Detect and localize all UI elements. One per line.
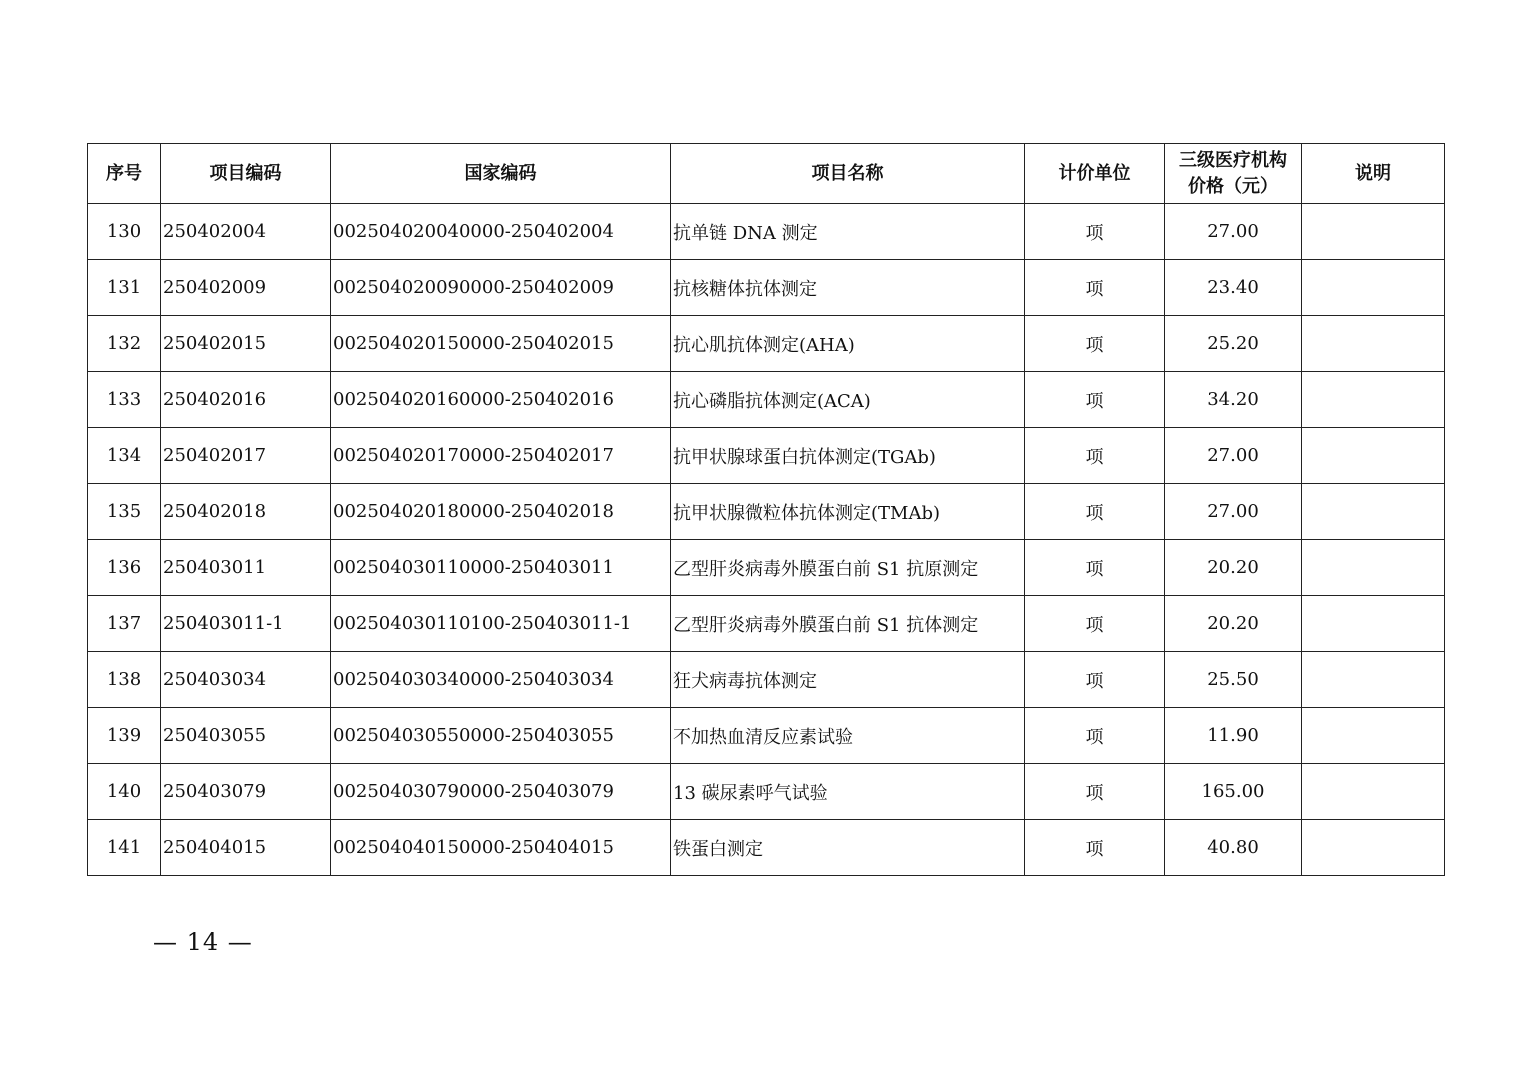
cell-price: 20.20 [1165,596,1302,652]
cell-item-name: 抗单链 DNA 测定 [671,204,1025,260]
cell-seq: 137 [88,596,161,652]
cell-seq: 130 [88,204,161,260]
header-item-name: 项目名称 [671,144,1025,204]
table-row [88,260,1445,316]
cell-unit: 项 [1025,484,1165,540]
cell-national-code: 002504030110000-250403011 [331,540,671,596]
cell-price: 27.00 [1165,204,1302,260]
cell-item-code: 250404015 [161,820,331,876]
cell-unit: 项 [1025,764,1165,820]
cell-note [1302,260,1445,316]
cell-unit: 项 [1025,372,1165,428]
page-number: — 14 — [153,928,253,956]
cell-item-code: 250403079 [161,764,331,820]
cell-price: 23.40 [1165,260,1302,316]
cell-seq: 141 [88,820,161,876]
cell-seq: 131 [88,260,161,316]
cell-item-code: 250403055 [161,708,331,764]
cell-price: 165.00 [1165,764,1302,820]
cell-national-code: 002504040150000-250404015 [331,820,671,876]
cell-item-code: 250403011-1 [161,596,331,652]
cell-price: 34.20 [1165,372,1302,428]
cell-seq: 138 [88,652,161,708]
cell-item-name: 乙型肝炎病毒外膜蛋白前 S1 抗原测定 [671,540,1025,596]
header-price [1165,144,1302,204]
cell-item-name: 抗心磷脂抗体测定(ACA) [671,372,1025,428]
cell-unit: 项 [1025,596,1165,652]
cell-note [1302,596,1445,652]
table-row [88,204,1445,260]
cell-item-code: 250402004 [161,204,331,260]
cell-item-name: 抗甲状腺球蛋白抗体测定(TGAb) [671,428,1025,484]
cell-item-name: 不加热血清反应素试验 [671,708,1025,764]
cell-price: 25.50 [1165,652,1302,708]
cell-seq: 132 [88,316,161,372]
cell-item-name: 铁蛋白测定 [671,820,1025,876]
cell-item-name: 乙型肝炎病毒外膜蛋白前 S1 抗体测定 [671,596,1025,652]
table-row [88,372,1445,428]
cell-price: 25.20 [1165,316,1302,372]
header-unit: 计价单位 [1025,144,1165,204]
cell-note [1302,316,1445,372]
cell-national-code: 002504020170000-250402017 [331,428,671,484]
cell-national-code: 002504020040000-250402004 [331,204,671,260]
table-row [88,708,1445,764]
table-row [88,820,1445,876]
cell-seq: 134 [88,428,161,484]
table-row [88,428,1445,484]
cell-price: 20.20 [1165,540,1302,596]
cell-note [1302,204,1445,260]
header-note: 说明 [1302,144,1445,204]
header-seq: 序号 [88,144,161,204]
table-row [88,596,1445,652]
cell-price: 27.00 [1165,484,1302,540]
header-price-line1: 三级医疗机构 [1179,149,1287,171]
table-row [88,652,1445,708]
cell-national-code: 002504020150000-250402015 [331,316,671,372]
price-table [87,143,1445,876]
cell-price: 11.90 [1165,708,1302,764]
cell-unit: 项 [1025,540,1165,596]
cell-unit: 项 [1025,708,1165,764]
cell-note [1302,540,1445,596]
header-item-code: 项目编码 [161,144,331,204]
table-body [88,204,1445,876]
cell-item-code: 250402018 [161,484,331,540]
table-row [88,764,1445,820]
cell-note [1302,428,1445,484]
cell-item-code: 250403034 [161,652,331,708]
header-national-code: 国家编码 [331,144,671,204]
cell-item-name: 抗核糖体抗体测定 [671,260,1025,316]
cell-unit: 项 [1025,204,1165,260]
header-price-line2: 价格（元） [1188,175,1278,197]
cell-seq: 140 [88,764,161,820]
cell-unit: 项 [1025,260,1165,316]
cell-note [1302,652,1445,708]
cell-seq: 139 [88,708,161,764]
cell-note [1302,708,1445,764]
cell-unit: 项 [1025,652,1165,708]
table-row [88,316,1445,372]
cell-note [1302,820,1445,876]
cell-national-code: 002504020090000-250402009 [331,260,671,316]
cell-item-code: 250402009 [161,260,331,316]
cell-price: 27.00 [1165,428,1302,484]
cell-price: 40.80 [1165,820,1302,876]
cell-seq: 133 [88,372,161,428]
table-row [88,484,1445,540]
cell-item-name: 抗心肌抗体测定(AHA) [671,316,1025,372]
cell-national-code: 002504030790000-250403079 [331,764,671,820]
cell-item-code: 250402017 [161,428,331,484]
cell-unit: 项 [1025,428,1165,484]
cell-seq: 136 [88,540,161,596]
cell-item-name: 抗甲状腺微粒体抗体测定(TMAb) [671,484,1025,540]
header-row [88,144,1445,204]
cell-item-code: 250402016 [161,372,331,428]
table-header [88,144,1445,204]
cell-national-code: 002504030340000-250403034 [331,652,671,708]
cell-note [1302,484,1445,540]
cell-national-code: 002504020160000-250402016 [331,372,671,428]
cell-seq: 135 [88,484,161,540]
cell-item-code: 250402015 [161,316,331,372]
cell-national-code: 002504030110100-250403011-1 [331,596,671,652]
cell-item-name: 13 碳尿素呼气试验 [671,764,1025,820]
cell-national-code: 002504020180000-250402018 [331,484,671,540]
cell-unit: 项 [1025,316,1165,372]
table-row [88,540,1445,596]
cell-item-name: 狂犬病毒抗体测定 [671,652,1025,708]
cell-note [1302,372,1445,428]
cell-unit: 项 [1025,820,1165,876]
cell-note [1302,764,1445,820]
cell-item-code: 250403011 [161,540,331,596]
cell-national-code: 002504030550000-250403055 [331,708,671,764]
